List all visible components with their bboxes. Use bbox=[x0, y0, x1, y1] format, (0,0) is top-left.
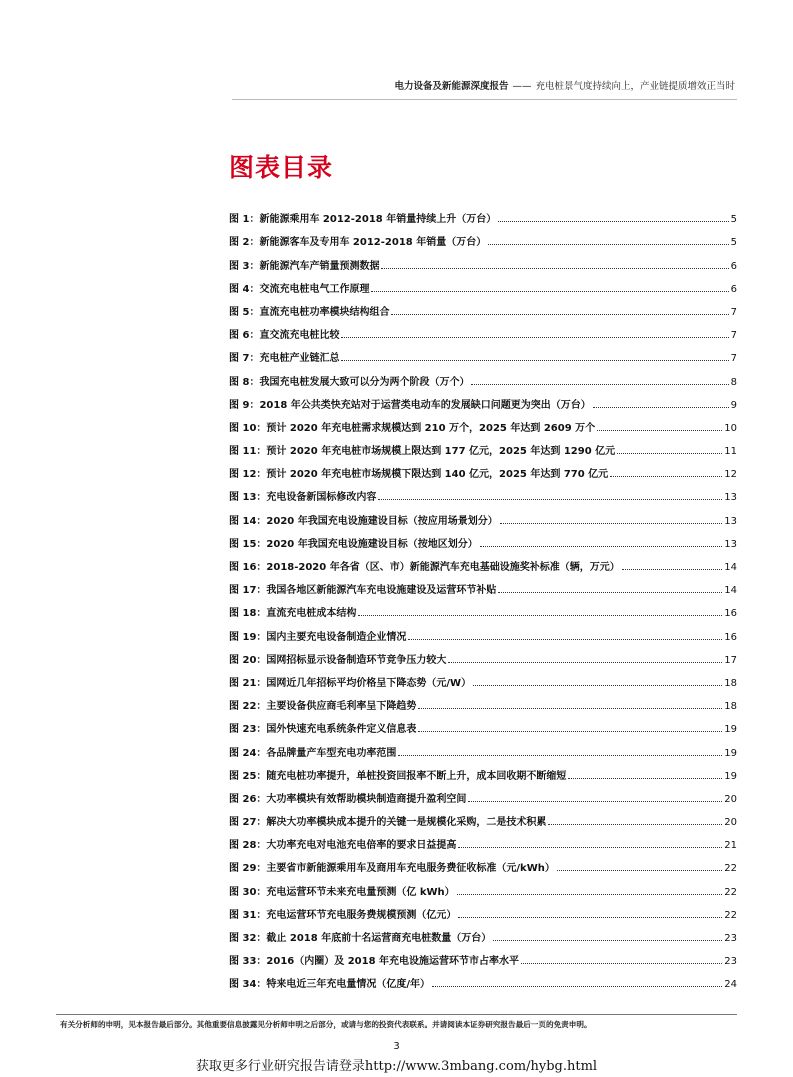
toc-entry[interactable] bbox=[229, 596, 737, 619]
toc-entry-page: 19 bbox=[724, 770, 737, 782]
toc-entry-page: 23 bbox=[724, 933, 737, 944]
toc-dot-leader bbox=[568, 777, 722, 779]
toc-dot-leader bbox=[458, 846, 722, 848]
toc-dot-leader bbox=[480, 545, 723, 547]
toc-entry[interactable] bbox=[229, 248, 737, 271]
toc-dot-leader bbox=[458, 916, 722, 918]
toc-entry-page: 19 bbox=[724, 747, 737, 759]
header-separator: —— bbox=[512, 81, 532, 92]
toc-entry-page: 5 bbox=[730, 237, 737, 249]
toc-entry[interactable] bbox=[229, 341, 737, 364]
toc-entry-page: 22 bbox=[724, 863, 737, 875]
toc-dot-leader bbox=[622, 568, 723, 570]
toc-dot-leader bbox=[391, 313, 728, 315]
toc-entry-label: 图 13：充电设备新国标修改内容 bbox=[229, 492, 377, 504]
page-number: 3 bbox=[393, 1041, 400, 1052]
toc-entry-page: 21 bbox=[724, 840, 737, 852]
toc-entry[interactable] bbox=[229, 712, 737, 735]
toc-entry-page: 6 bbox=[730, 260, 737, 272]
toc-dot-leader bbox=[557, 869, 722, 871]
toc-entry-label: 图 30：充电运营环节未来充电量预测（亿 kWh） bbox=[229, 886, 455, 898]
toc-entry-label: 图 21：国网近几年招标平均价格呈下降态势（元/W） bbox=[229, 677, 472, 689]
toc-dot-leader bbox=[378, 498, 722, 500]
toc-entry[interactable] bbox=[229, 828, 737, 851]
promo-link-text[interactable]: 获取更多行业研究报告请登录http://www.3mbang.com/hybg.html bbox=[195, 1059, 598, 1074]
toc-entry[interactable] bbox=[229, 457, 737, 480]
report-title: 电力设备及新能源深度报告 bbox=[394, 81, 509, 92]
toc-entry[interactable] bbox=[229, 874, 737, 897]
toc-dot-leader bbox=[488, 243, 728, 245]
toc-entry[interactable] bbox=[229, 388, 737, 411]
toc-dot-leader bbox=[381, 267, 728, 269]
toc-dot-leader bbox=[471, 383, 728, 385]
toc-entry[interactable] bbox=[229, 898, 737, 921]
toc-dot-leader bbox=[617, 452, 722, 454]
toc-entry-label: 图 29：主要省市新能源乘用车及商用车充电服务费征收标准（元/kWh） bbox=[229, 863, 555, 875]
toc-entry-label: 图 32：截止 2018 年底前十名运营商充电桩数量（万台） bbox=[229, 933, 492, 944]
toc-entry-page: 7 bbox=[730, 330, 737, 342]
toc-entry[interactable] bbox=[229, 735, 737, 758]
toc-entry-label: 图 7：充电桩产业链汇总 bbox=[229, 353, 340, 365]
toc-entry-label: 图 2：新能源客车及专用车 2012-2018 年销量（万台） bbox=[229, 237, 487, 249]
toc-entry-page: 14 bbox=[724, 585, 737, 597]
toc-entry[interactable] bbox=[229, 944, 737, 967]
toc-entry-page: 22 bbox=[724, 909, 737, 921]
toc-entry[interactable] bbox=[229, 202, 737, 225]
toc-entry-page: 11 bbox=[724, 446, 737, 458]
toc-entry-label: 图 14：2020 年我国充电设施建设目标（按应用场景划分） bbox=[229, 515, 498, 527]
toc-entry-label: 图 3：新能源汽车产销量预测数据 bbox=[229, 260, 380, 272]
toc-entry[interactable] bbox=[229, 527, 737, 550]
toc-entry[interactable] bbox=[229, 272, 737, 295]
toc-dot-leader bbox=[593, 406, 729, 408]
toc-entry-label: 图 9：2018 年公共类快充站对于运营类电动车的发展缺口问题更为突出（万台） bbox=[229, 399, 591, 411]
toc-entry-label: 图 8：我国充电桩发展大致可以分为两个阶段（万个） bbox=[229, 376, 470, 388]
toc-entry-page: 20 bbox=[724, 793, 737, 805]
toc-entry-label: 图 18：直流充电桩成本结构 bbox=[229, 608, 357, 620]
toc-entry[interactable] bbox=[229, 295, 737, 318]
toc-dot-leader bbox=[473, 684, 722, 686]
toc-entry-label: 图 6：直交流充电桩比较 bbox=[229, 330, 340, 342]
toc-dot-leader bbox=[358, 614, 722, 616]
toc-dot-leader bbox=[548, 823, 722, 825]
toc-entry-page: 13 bbox=[724, 538, 737, 550]
toc-entry-page: 24 bbox=[724, 979, 737, 991]
toc-dot-leader bbox=[341, 336, 728, 338]
toc-dot-leader bbox=[432, 985, 722, 987]
toc-entry-page: 18 bbox=[724, 677, 737, 689]
toc-entry-label: 图 22：主要设备供应商毛利率呈下降趋势 bbox=[229, 701, 417, 713]
toc-entry-page: 18 bbox=[724, 701, 737, 713]
toc-dot-leader bbox=[521, 962, 722, 964]
toc-entry-label: 图 5：直流充电桩功率模块结构组合 bbox=[229, 306, 390, 318]
report-subtitle: 充电桩景气度持续向上，产业链提质增效正当时 bbox=[535, 81, 735, 92]
toc-entry-page: 9 bbox=[730, 399, 737, 411]
toc-entry[interactable] bbox=[229, 619, 737, 642]
toc-entry-page: 23 bbox=[724, 956, 737, 968]
toc-entry[interactable] bbox=[229, 666, 737, 689]
toc-dot-leader bbox=[498, 220, 728, 222]
toc-entry-page: 10 bbox=[724, 422, 737, 434]
toc-dot-leader bbox=[448, 661, 722, 663]
toc-entry[interactable] bbox=[229, 364, 737, 387]
toc-entry[interactable] bbox=[229, 480, 737, 503]
toc-entry[interactable] bbox=[229, 967, 737, 990]
toc-entry[interactable] bbox=[229, 225, 737, 248]
toc-dot-leader bbox=[493, 939, 722, 941]
toc-entry-page: 16 bbox=[724, 608, 737, 620]
toc-entry[interactable] bbox=[229, 434, 737, 457]
toc-entry-page: 17 bbox=[724, 654, 737, 666]
toc-entry-label: 图 17：我国各地区新能源汽车充电设施建设及运营环节补贴 bbox=[229, 585, 497, 597]
toc-entry[interactable] bbox=[229, 805, 737, 828]
toc-entry-page: 14 bbox=[724, 562, 737, 573]
toc-entry-page: 7 bbox=[730, 306, 737, 318]
toc-entry[interactable] bbox=[229, 782, 737, 805]
toc-entry-page: 13 bbox=[724, 515, 737, 527]
toc-dot-leader bbox=[341, 359, 728, 361]
toc-title: 图表目录 bbox=[229, 153, 334, 182]
toc-entry-page: 19 bbox=[724, 724, 737, 736]
toc-entry-label: 图 28：大功率充电对电池充电倍率的要求日益提高 bbox=[229, 840, 457, 852]
toc-dot-leader bbox=[610, 475, 722, 477]
toc-entry-label: 图 4：交流充电桩电气工作原理 bbox=[229, 283, 370, 295]
toc-entry-label: 图 10：预计 2020 年充电桩需求规模达到 210 万个，2025 年达到 2609 万个 bbox=[229, 422, 596, 434]
page-header bbox=[0, 78, 793, 98]
toc-dot-leader bbox=[398, 754, 722, 756]
header-divider bbox=[232, 99, 737, 100]
toc-entry-page: 12 bbox=[724, 469, 737, 481]
toc-entry[interactable] bbox=[229, 411, 737, 434]
toc-entry-label: 图 12：预计 2020 年充电桩市场规模下限达到 140 亿元，2025 年达到 770 亿元 bbox=[229, 469, 609, 481]
toc-entry-label: 图 15：2020 年我国充电设施建设目标（按地区划分） bbox=[229, 538, 478, 550]
footer-divider bbox=[56, 1014, 737, 1015]
toc-entry-label: 图 26：大功率模块有效帮助模块制造商提升盈利空间 bbox=[229, 793, 467, 805]
toc-dot-leader bbox=[457, 893, 723, 895]
toc-dot-leader bbox=[597, 429, 722, 431]
toc-entry[interactable] bbox=[229, 689, 737, 712]
toc-entry-label: 图 20：国网招标显示设备制造环节竞争压力较大 bbox=[229, 654, 447, 666]
toc-entry[interactable] bbox=[229, 550, 737, 573]
toc-entry-label: 图 33：2016（内圈）及 2018 年充电设施运营环节市占率水平 bbox=[229, 956, 520, 968]
toc-entry-page: 16 bbox=[724, 631, 737, 643]
toc-dot-leader bbox=[500, 522, 723, 524]
toc-entry-label: 图 16：2018-2020 年各省（区、市）新能源汽车充电基础设施奖补标准（辆，万元） bbox=[229, 562, 620, 573]
toc-entry-label: 图 23：国外快速充电系统条件定义信息表 bbox=[229, 724, 417, 736]
toc-entry[interactable] bbox=[229, 573, 737, 596]
toc-entry[interactable] bbox=[229, 921, 737, 944]
toc-entry-label: 图 1：新能源乘用车 2012-2018 年销量持续上升（万台） bbox=[229, 214, 497, 226]
toc-entry[interactable] bbox=[229, 643, 737, 666]
toc-entry[interactable] bbox=[229, 503, 737, 526]
toc-entry-page: 5 bbox=[730, 214, 737, 226]
toc-entry-page: 13 bbox=[724, 492, 737, 504]
toc-entry-label: 图 24：各品牌量产车型充电功率范围 bbox=[229, 747, 397, 759]
toc-dot-leader bbox=[408, 638, 722, 640]
toc-dot-leader bbox=[498, 591, 722, 593]
toc-entry-label: 图 11：预计 2020 年充电桩市场规模上限达到 177 亿元，2025 年达到 1290 亿元 bbox=[229, 446, 616, 458]
toc-entry-page: 7 bbox=[730, 353, 737, 365]
toc-entry-page: 20 bbox=[724, 817, 737, 829]
toc-entry[interactable] bbox=[229, 318, 737, 341]
toc-entry-label: 图 34：特来电近三年充电量情况（亿度/年） bbox=[229, 979, 431, 991]
toc-entry-label: 图 25：随充电桩功率提升，单桩投资回报率不断上升，成本回收期不断缩短 bbox=[229, 770, 567, 782]
toc-dot-leader bbox=[468, 800, 722, 802]
toc-entry-label: 图 19：国内主要充电设备制造企业情况 bbox=[229, 631, 407, 643]
toc-entry[interactable] bbox=[229, 759, 737, 782]
toc-list bbox=[229, 202, 737, 990]
toc-entry-page: 22 bbox=[724, 886, 737, 898]
disclaimer-text: 有关分析师的申明，见本报告最后部分。其他重要信息披露见分析师申明之后部分，或请与您的投资代表联系。并请阅读本证券研究报告最后一页的免责申明。 bbox=[60, 1020, 592, 1029]
toc-entry-label: 图 31：充电运营环节充电服务费规模预测（亿元） bbox=[229, 909, 457, 921]
toc-dot-leader bbox=[418, 730, 722, 732]
toc-entry-page: 6 bbox=[730, 283, 737, 295]
toc-entry-label: 图 27：解决大功率模块成本提升的关键一是规模化采购，二是技术积累 bbox=[229, 817, 547, 829]
toc-entry[interactable] bbox=[229, 851, 737, 874]
toc-dot-leader bbox=[418, 707, 722, 709]
toc-dot-leader bbox=[371, 290, 728, 292]
toc-entry-page: 8 bbox=[730, 376, 737, 388]
